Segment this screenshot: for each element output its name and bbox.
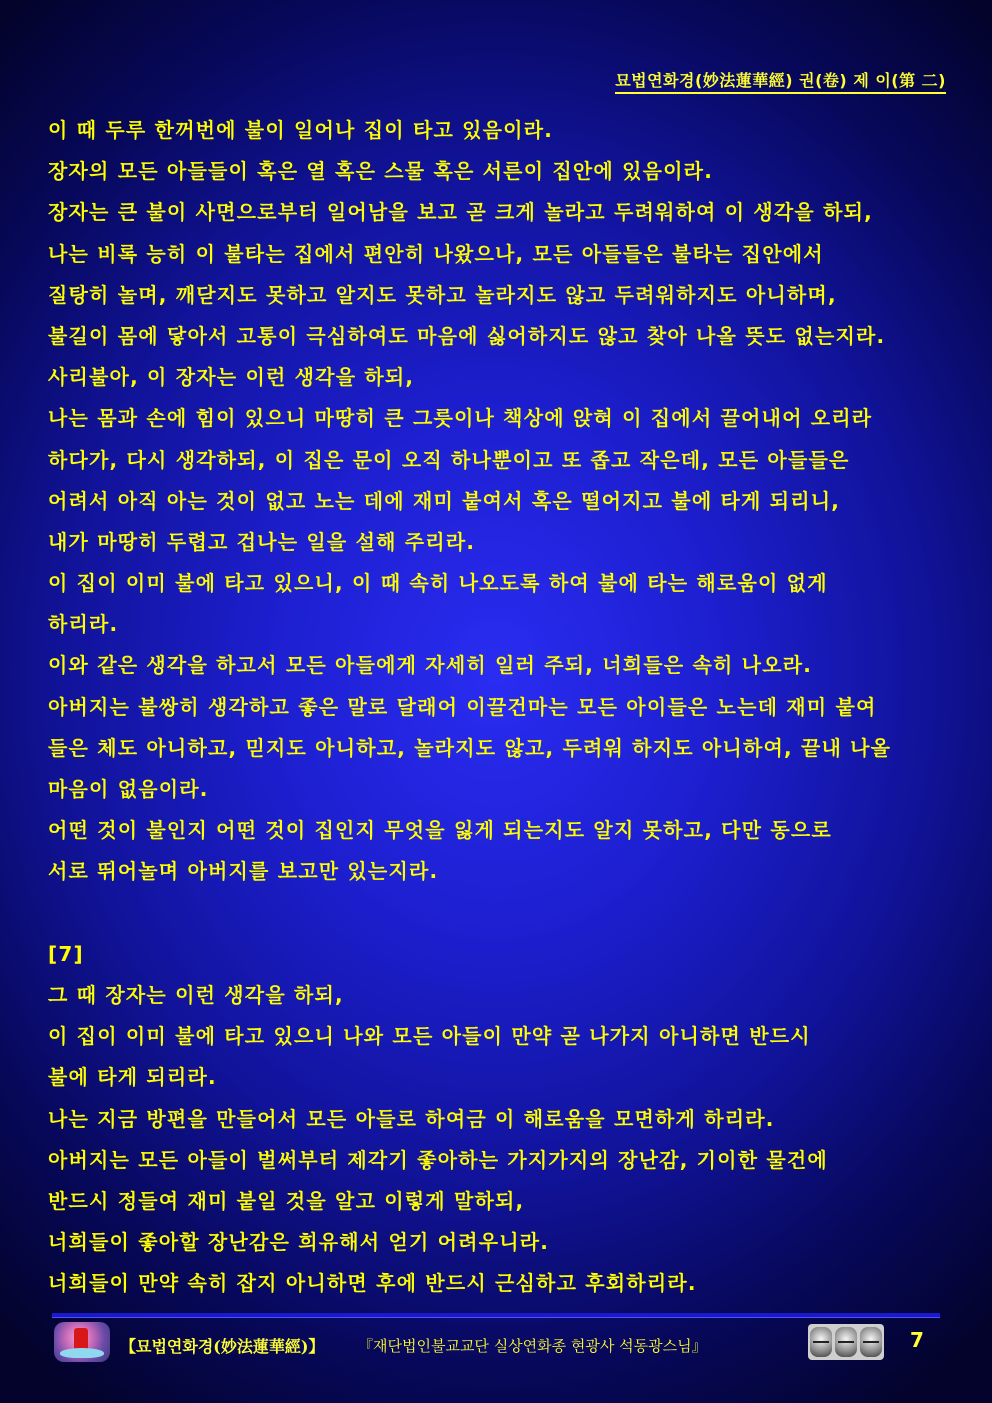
text-line: 마음이 없음이라. (48, 777, 209, 801)
text-line (48, 893, 948, 934)
footer (52, 1322, 940, 1366)
lotus-logo-icon (54, 1322, 110, 1362)
running-header: 묘법연화경(妙法蓮華經) 권(卷) 제 이(第 二) (615, 68, 946, 94)
text-line: 하리라. (48, 612, 119, 637)
footer-title: 【묘법연화경(妙法蓮華經)】 (120, 1337, 325, 1356)
text-line: 들은 체도 아니하고, 믿지도 아니하고, 놀라지도 않고, 두려워 하지도 아니하여, 끝내 나올 (48, 735, 892, 760)
page-number: 7 (910, 1328, 924, 1352)
text-line: 이 때 두루 한꺼번에 불이 일어나 집이 타고 있음이라. (48, 118, 554, 142)
footer-publisher: 『재단법인불교교단 실상연화종 현광사 석동광스님』 (358, 1337, 707, 1355)
text-line: 너희들이 만약 속히 잡지 아니하면 후에 반드시 근심하고 후회하리라. (48, 1271, 697, 1296)
text-line: 나는 지금 방편을 만들어서 모든 아들로 하여금 이 해로움을 모면하게 하리라. (48, 1106, 775, 1131)
text-line: 장자의 모든 아들들이 혹은 열 혹은 스물 혹은 서른이 집안에 있음이라. (48, 159, 713, 184)
footer-divider (52, 1313, 940, 1318)
text-line: 어려서 아직 아는 것이 없고 노는 데에 재미 붙여서 혹은 떨어지고 불에 타게 되리니, (48, 488, 841, 513)
text-line: 이 집이 이미 불에 타고 있으니, 이 때 속히 나오도록 하여 불에 타는 해로움이 없게 (48, 571, 828, 596)
text-line: 이 집이 이미 불에 타고 있으니 나와 모든 아들이 만약 곧 나가지 아니하면 반드시 (48, 1024, 811, 1049)
text-line: 너희들이 좋아할 장난감은 희유해서 얻기 어려우니라. (48, 1230, 550, 1255)
text-line: 장자는 큰 불이 사면으로부터 일어남을 보고 곧 크게 놀라고 두려워하여 이 생각을 하되, (48, 200, 873, 225)
text-line: 그 때 장자는 이런 생각을 하되, (48, 982, 344, 1007)
text-line: 이와 같은 생각을 하고서 모든 아들에게 자세히 일러 주되, 너희들은 속히 나오라. (48, 653, 813, 678)
text-line: 나는 몸과 손에 힘이 있으니 마땅히 큰 그릇이나 책상에 앉혀 이 집에서 끌어내어 오리라 (48, 406, 873, 431)
text-line: 나는 비록 능히 이 불타는 집에서 편안히 나왔으나, 모든 아들들은 불타는 집안에서 (48, 241, 824, 266)
text-line: 반드시 정들여 재미 붙일 것을 알고 이렇게 말하되, (48, 1188, 525, 1213)
text-line: [7] (48, 941, 84, 966)
text-line: 서로 뛰어놀며 아버지를 보고만 있는지라. (48, 859, 439, 884)
three-seals-icon (808, 1324, 884, 1360)
text-line: 질탕히 놀며, 깨닫지도 못하고 알지도 못하고 놀라지도 않고 두려워하지도 아니하며, (48, 282, 837, 307)
text-line: 아버지는 불쌍히 생각하고 좋은 말로 달래어 이끌건마는 모든 아이들은 노는데 재미 붙여 (48, 694, 877, 719)
text-line: 어떤 것이 불인지 어떤 것이 집인지 무엇을 잃게 되는지도 알지 못하고, 다만 동으로 (48, 818, 832, 843)
text-line: 아버지는 모든 아들이 벌써부터 제각기 좋아하는 가지가지의 장난감, 기이한 물건에 (48, 1147, 828, 1172)
text-line: 불에 타게 되리라. (48, 1065, 217, 1090)
scripture-body (48, 110, 948, 1304)
text-line: 내가 마땅히 두렵고 겁나는 일을 설해 주리라. (48, 529, 476, 554)
text-line: 불길이 몸에 닿아서 고통이 극심하여도 마음에 싫어하지도 않고 찾아 나올 뜻도 없는지라. (48, 323, 886, 348)
text-line: 사리불아, 이 장자는 이런 생각을 하되, (48, 365, 415, 390)
text-line: 하다가, 다시 생각하되, 이 집은 문이 오직 하나뿐이고 또 좁고 작은데, 모든 아들들은 (48, 447, 850, 472)
